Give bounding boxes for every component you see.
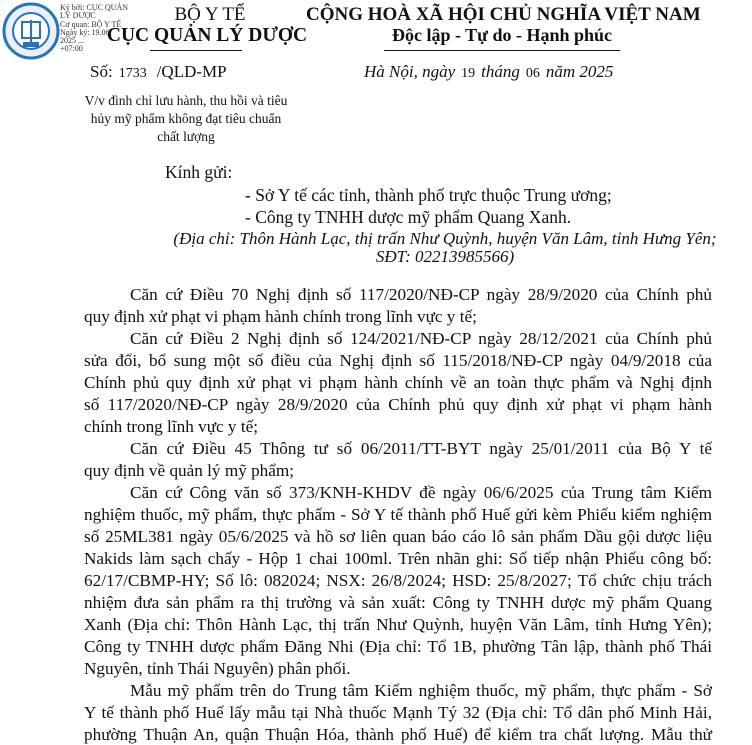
signature-line: 2025 ...: [60, 36, 84, 46]
body-line: sửa đổi, bổ sung một số điều của Nghị định số 115/2018/NĐ-CP ngày 04/9/2018 của: [84, 351, 712, 370]
body-line: Căn cứ Điều 70 Nghị định số 117/2020/NĐ-CP ngày 28/9/2020 của Chính phủ: [130, 285, 712, 304]
recipients-label: Kính gửi:: [165, 162, 233, 182]
body-line: Căn cứ Điều 2 Nghị định số 124/2021/NĐ-CP ngày 28/12/2021 của Chính phủ: [130, 329, 712, 348]
number-label: Số:: [90, 62, 113, 81]
body-line: quy định về quản lý mỹ phẩm;: [84, 461, 295, 480]
recipient-item: - Công ty TNHH dược mỹ phẩm Quang Xanh.: [245, 207, 572, 227]
signature-line: +07:00: [60, 44, 83, 54]
body-line: Căn cứ Công văn số 373/KNH-KHDV đề ngày 06/6/2025 của Trung tâm Kiểm: [130, 483, 712, 502]
motto-underline: [384, 50, 620, 51]
body-line: chính trong lĩnh vực y tế;: [84, 417, 258, 436]
body-paragraph: [84, 328, 712, 438]
date-month-label: tháng: [481, 62, 520, 81]
body-line: Y tế thành phố Huế lấy mẫu tại Nhà thuốc Mạnh Tý 32 (Địa chỉ: Tổ dân phố Minh Hải,: [84, 703, 712, 722]
document-date: [364, 62, 613, 82]
number-value: 1733: [118, 66, 147, 81]
national-title: CỘNG HOÀ XÃ HỘI CHỦ NGHĨA VIỆT NAM: [306, 4, 701, 25]
body-line: Nakids làm sạch chấy - Hộp 1 chai 100ml. Trên nhãn ghi: Số tiếp nhận Phiếu công bố:: [84, 549, 712, 568]
body-paragraph: [84, 438, 712, 482]
national-motto: Độc lập - Tự do - Hạnh phúc: [391, 25, 613, 45]
body-line: quy định xử phạt vi phạm hành chính trong lĩnh vực y tế;: [84, 307, 477, 326]
recipient-item: - Sở Y tế các tỉnh, thành phố trực thuộc Trung ương;: [245, 185, 612, 205]
body-paragraph: [84, 680, 712, 745]
body-line: nghiệm thuốc, mỹ phẩm, thực phẩm - Sở Y tế thành phố Huế gửi kèm Phiếu kiểm nghiệm: [84, 505, 712, 524]
recipient-address: (Địa chỉ: Thôn Hành Lạc, thị trấn Như Quỳnh, huyện Văn Lâm, tỉnh Hưng Yên;: [173, 229, 717, 248]
date-month: 06: [525, 66, 540, 81]
number-suffix: /QLD-MP: [156, 62, 227, 81]
body-paragraph: [84, 284, 712, 328]
body-line: Chính phủ quy định xử phạt vi phạm hành chính về an toàn thực phẩm và Nghị định: [84, 373, 712, 392]
date-day: 19: [461, 66, 476, 81]
ministry-seal-icon: [2, 2, 60, 65]
signature-line: Cơ quan: BỘ Y TẾ: [60, 19, 122, 29]
agency-name: CỤC QUẢN LÝ DƯỢC: [106, 25, 308, 46]
signature-line: Ngày ký: 19.06.: [60, 27, 112, 37]
agency-underline: [150, 50, 242, 51]
document-body: [84, 284, 712, 745]
date-year: năm 2025: [545, 62, 614, 81]
body-line: Công ty TNHH dược phẩm Đăng Nhi (Địa chỉ: Tổ 1B, phường Tân lập, thành phố Thái: [84, 637, 712, 656]
recipient-phone: SĐT: 02213985566): [375, 247, 515, 266]
body-line: phường Thuận An, quận Thuận Hóa, thành phố Huế) để kiểm tra chất lượng. Mẫu thử: [84, 725, 712, 744]
body-line: Nguyên, tỉnh Thái Nguyên) phân phối.: [84, 659, 351, 678]
document-subject: V/v đình chỉ lưu hành, thu hồi và tiêu hủy mỹ phẩm không đạt tiêu chuẩn chất lượng: [84, 93, 288, 144]
body-paragraph: [84, 482, 712, 680]
document-number: [90, 62, 227, 82]
date-place: Hà Nội, ngày: [364, 62, 456, 81]
body-line: Mẫu mỹ phẩm trên do Trung tâm Kiểm nghiệm thuốc, mỹ phẩm, thực phẩm - Sở: [130, 681, 712, 700]
body-line: Xanh (Địa chỉ: Thôn Hành Lạc, thị trấn Như Quỳnh, huyện Văn Lâm, tỉnh Hưng Yên);: [84, 615, 712, 634]
signature-line: Ký bởi: CỤC QUẢN: [60, 3, 129, 12]
body-line: số 117/2020/NĐ-CP ngày 28/9/2020 của Chính phủ quy định xử phạt vi phạm hành: [84, 395, 712, 414]
body-line: số 25ML381 ngày 05/6/2025 và hồ sơ liên quan báo cáo lô sản phẩm Dầu gội dược liệu: [84, 527, 712, 546]
ministry-name: BỘ Y TẾ: [174, 4, 246, 25]
signature-line: LÝ DƯỢC: [60, 11, 96, 21]
body-line: 62/17/CBMP-HY; Số lô: 082024; NSX: 26/8/2024; HSD: 25/8/2027; Tổ chức chịu trách: [84, 571, 712, 590]
body-line: Căn cứ Điều 45 Thông tư số 06/2011/TT-BYT ngày 25/01/2011 của Bộ Y tế: [130, 439, 712, 458]
body-line: nhiệm đưa sản phẩm ra thị trường và sản xuất: Công ty TNHH dược mỹ phẩm Quang: [84, 593, 712, 612]
